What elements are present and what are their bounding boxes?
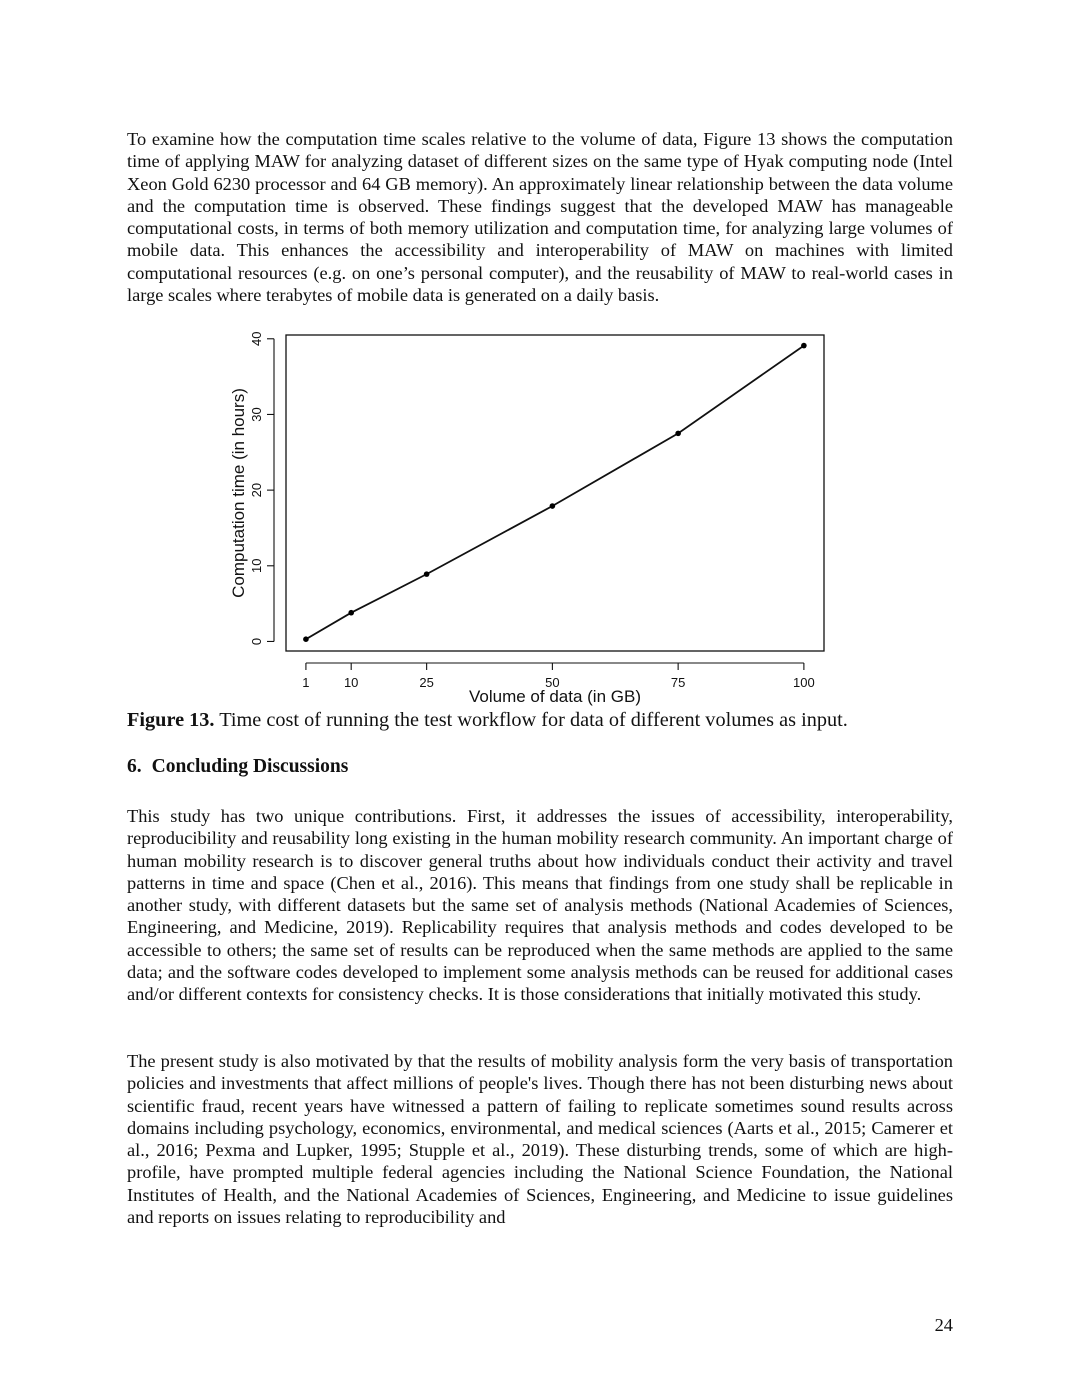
- x-tick-label: 50: [545, 675, 560, 690]
- y-tick-label: 10: [249, 558, 264, 574]
- section-title: Concluding Discussions: [151, 756, 349, 777]
- x-tick-label: 100: [793, 675, 815, 690]
- figure-caption-text: Time cost of running the test workflow for data of different volumes as input.: [214, 709, 848, 731]
- section-heading: [127, 756, 348, 778]
- y-tick-label: 0: [249, 637, 264, 646]
- data-point: [424, 571, 430, 577]
- y-axis: [249, 332, 274, 646]
- x-tick-label: 25: [419, 675, 434, 690]
- y-axis-label: Computation time (in hours): [229, 388, 248, 598]
- figure-13-chart: [215, 322, 835, 708]
- plot-frame: [286, 335, 824, 651]
- data-point: [303, 636, 309, 642]
- x-tick-label: 1: [302, 675, 310, 690]
- data-point: [801, 343, 807, 349]
- x-tick-label: 75: [670, 675, 686, 690]
- data-point: [550, 503, 556, 509]
- figure-caption: [127, 708, 987, 732]
- intro-paragraph: To examine how the computation time scales relative to the volume of data, Figure 13 shows the computation time of applying MAW for analyzing dataset of different sizes on the same type of Hyak computing node (Intel Xeon Gold 6230 processor and 64 GB memory). An approximately linear relationship between the data volume and the computation time is observed. These findings suggest that the developed MAW has manageable computational costs, in terms of both memory utilization and computation time, for analyzing large volumes of mobile data. This enhances the accessibility and interoperability of MAW on machines with limited computational resources (e.g. on one’s personal computer), and the reusability of MAW to real-world cases in large scales where terabytes of mobile data is generated on a daily basis.: [127, 129, 953, 306]
- page-number: 24: [934, 1315, 953, 1335]
- series-line: [306, 346, 804, 640]
- x-tick-label: 10: [343, 675, 359, 690]
- figure-label: Figure 13.: [127, 709, 215, 731]
- y-tick-label: 30: [249, 407, 264, 422]
- y-tick-label: 20: [249, 482, 264, 498]
- motivation-paragraph: The present study is also motivated by that the results of mobility analysis form the very basis of transportation policies and investments that affect millions of people's lives. Though there has not been disturbing news about scientific fraud, recent years have witnessed a pattern of failing to replicate sometimes sound results across domains including psychology, economics, environmental, and medical sciences (Aarts et al., 2015; Camerer et al., 2016; Pexma and Lupker, 1995; Stupple et al., 2019). These disturbing trends, some of which are high-profile, have prompted multiple federal agencies including the National Science Foundation, the National Institutes of Health, and the National Academies of Sciences, Engineering, and Medicine to issue guidelines and reports on issues relating to reproducibility and: [127, 1051, 953, 1228]
- section-number: 6.: [127, 756, 142, 777]
- data-point: [675, 431, 681, 437]
- data-point: [348, 610, 354, 616]
- x-axis-label: Volume of data (in GB): [469, 687, 641, 706]
- x-axis: [302, 663, 814, 690]
- y-tick-label: 40: [249, 331, 264, 347]
- series-group: [303, 343, 807, 642]
- contributions-paragraph: This study has two unique contributions. First, it addresses the issues of accessibility, interoperability, reproducibility and reusability long existing in the human mobility research community. An important charge of human mobility research is to discover general truths about how individuals conduct their activity and travel patterns in time and space (Chen et al., 2016). This means that findings from one study shall be replicable in another study, with different datasets but the same set of analysis methods (National Academies of Sciences, Engineering, and Medicine, 2019). Replicability requires that analysis methods and codes developed to be accessible to others; the same set of results can be reproduced when the same methods are applied to the same data; and the software codes developed to implement some analysis methods can be reused for additional cases and/or different contexts for consistency checks. It is those considerations that initially motivated this study.: [127, 806, 953, 1005]
